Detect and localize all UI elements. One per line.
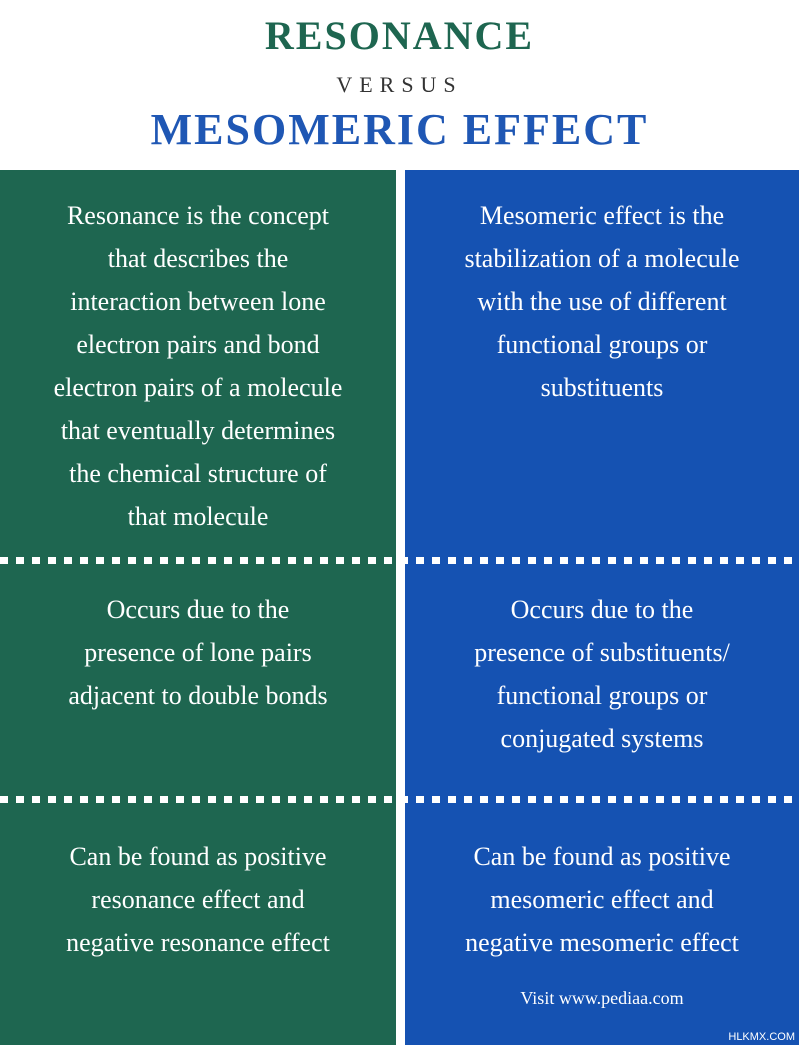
mesomeric-occurrence: Occurs due to the presence of substituents/ functional groups or conjugated systems [474,595,730,753]
title-mesomeric-effect: MESOMERIC EFFECT [150,105,649,154]
header [0,0,799,170]
versus-label: VERSUS [336,72,463,97]
row-divider-1 [0,557,799,564]
mesomeric-column [405,170,799,1045]
mesomeric-definition: Mesomeric effect is the stabilization of a molecule with the use of different functional groups or substituents [464,201,740,402]
watermark: HLKMX.COM [728,1031,795,1043]
mesomeric-types: Can be found as positive mesomeric effect and negative mesomeric effect [465,842,739,957]
row-divider-2 [0,796,799,803]
resonance-types: Can be found as positive resonance effect and negative resonance effect [66,842,330,957]
resonance-occurrence: Occurs due to the presence of lone pairs adjacent to double bonds [68,595,328,710]
resonance-definition: Resonance is the concept that describes the interaction between lone electron pairs and bond electron pairs of a molecule that eventually determines the chemical structure of that molecule [53,201,343,531]
source-footer: Visit www.pediaa.com [520,988,684,1008]
resonance-column [0,170,396,1045]
title-resonance: RESONANCE [264,13,535,58]
